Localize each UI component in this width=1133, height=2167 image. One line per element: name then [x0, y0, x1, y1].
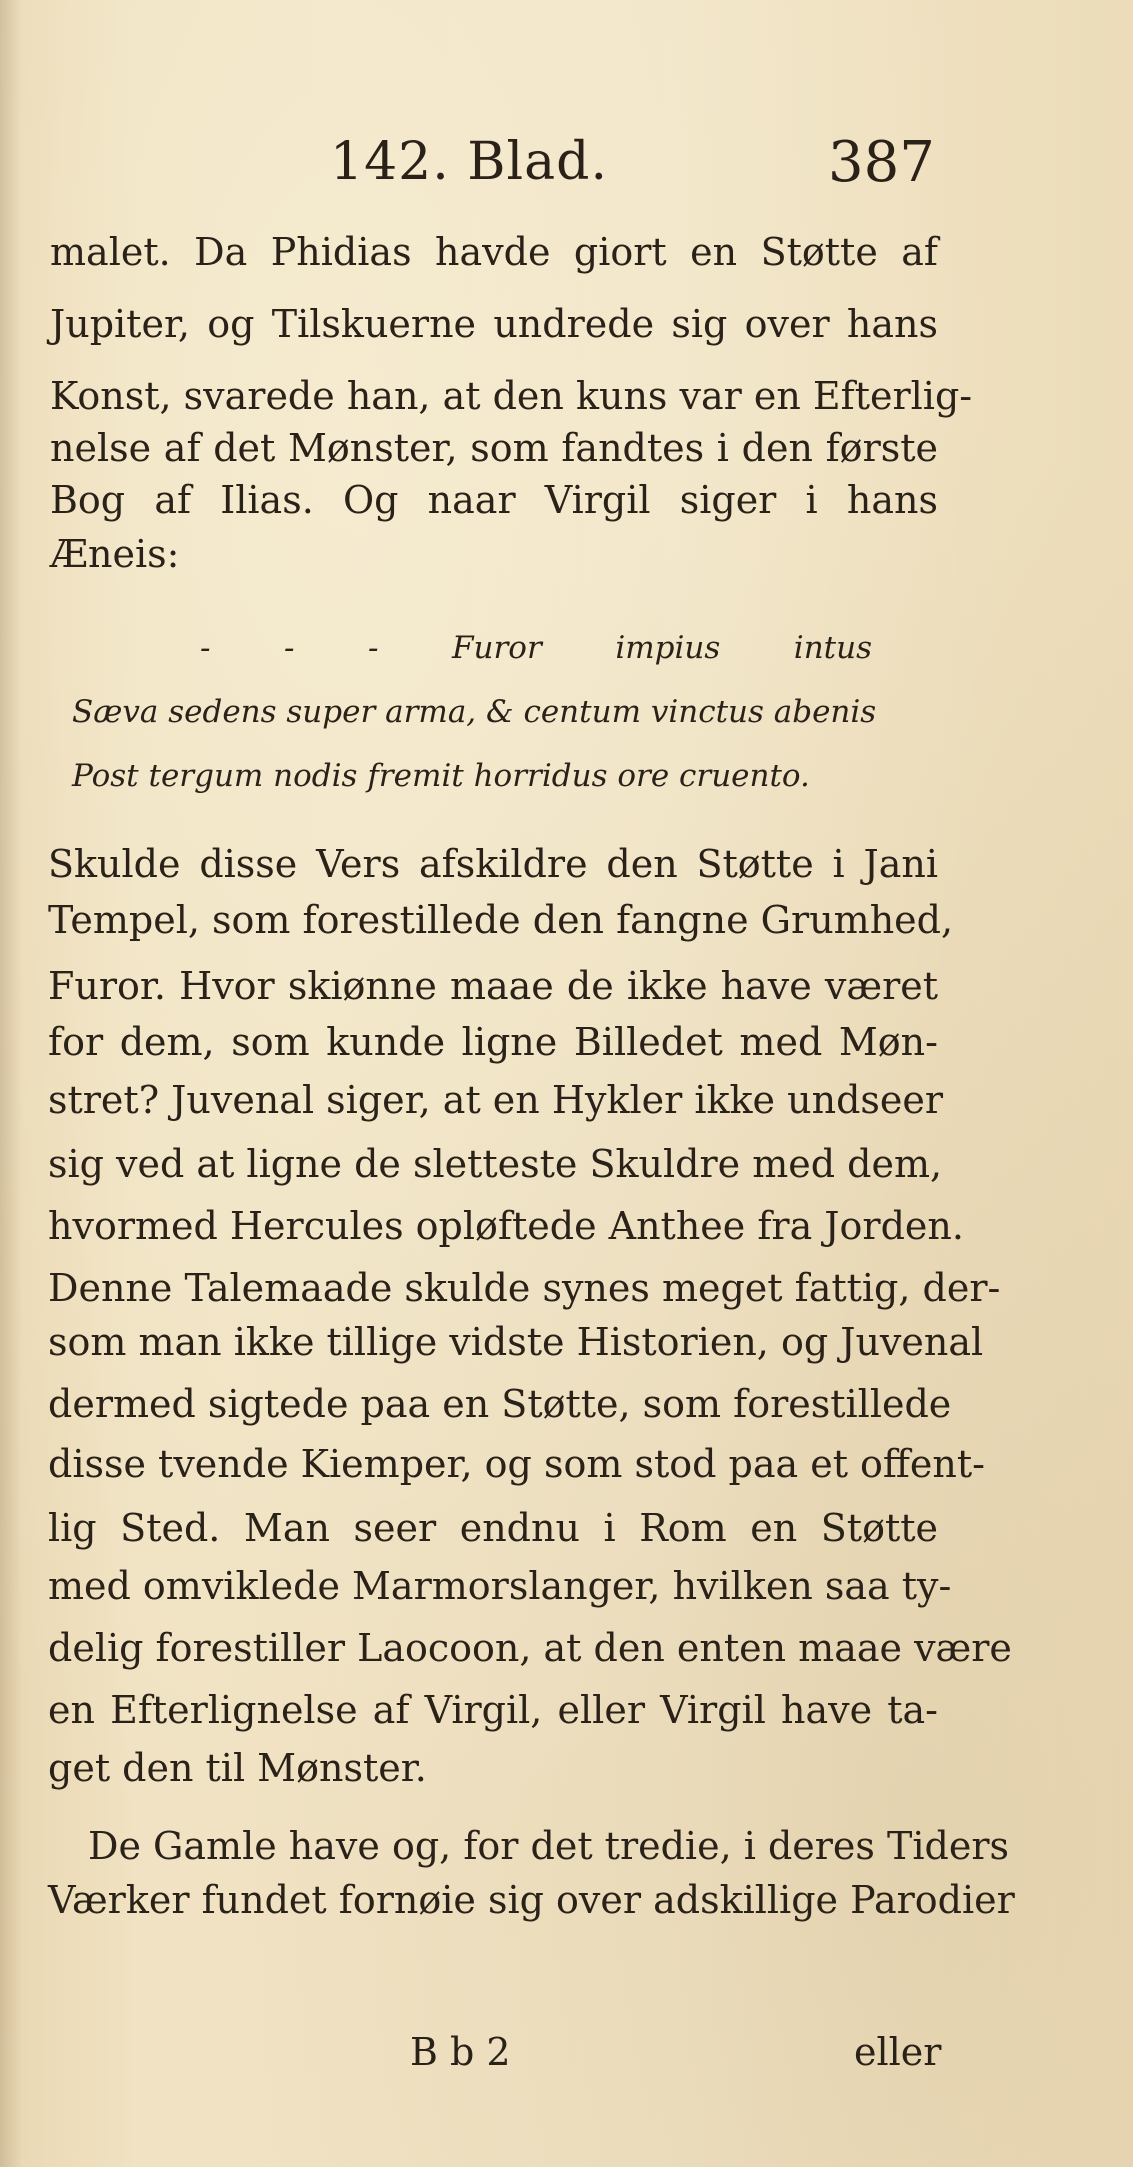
page-edge-shadow [0, 0, 22, 2167]
page-header [0, 118, 1133, 198]
text-line: Konst, svarede han, at den kuns var en Efterlig- [50, 374, 973, 418]
running-head: 142. Blad. [330, 132, 608, 192]
quote-line: - - - Furor impius intus [200, 630, 872, 666]
text-line: Furor. Hvor skiønne maae de ikke have været [48, 964, 938, 1008]
text-line: stret? Juvenal siger, at en Hykler ikke undseer [48, 1078, 944, 1122]
text-line: Denne Talemaade skulde synes meget fattig, der- [48, 1266, 1001, 1310]
text-line: sig ved at ligne de sletteste Skuldre med dem, [48, 1142, 943, 1186]
quote-line: Sæva sedens super arma, & centum vinctus abenis [72, 694, 877, 730]
text-line: disse tvende Kiemper, og som stod paa et offent- [48, 1442, 985, 1486]
text-line: lig Sted. Man seer endnu i Rom en Støtte [48, 1506, 938, 1550]
text-line: for dem, som kunde ligne Billedet med Møn- [48, 1020, 938, 1064]
text-line: hvormed Hercules opløftede Anthee fra Jorden. [48, 1204, 964, 1248]
text-line: Skulde disse Vers afskildre den Støtte i Jani [48, 842, 938, 886]
text-line: Æneis: [50, 532, 180, 576]
text-line: Værker fundet fornøie sig over adskillige Parodier [48, 1878, 1015, 1922]
text-line: malet. Da Phidias havde giort en Støtte af [50, 230, 938, 274]
text-line: Bog af Ilias. Og naar Virgil siger i hans [50, 478, 938, 522]
text-line: Tempel, som forestillede den fangne Grumhed, [48, 898, 954, 942]
text-line: en Efterlignelse af Virgil, eller Virgil have ta- [48, 1688, 938, 1732]
text-line: delig forestiller Laocoon, at den enten maae være [48, 1626, 1012, 1670]
text-line: get den til Mønster. [48, 1746, 427, 1790]
text-line: Jupiter, og Tilskuerne undrede sig over hans [50, 302, 938, 346]
text-line: dermed sigtede paa en Støtte, som forestillede [48, 1382, 952, 1426]
text-line: med omviklede Marmorslanger, hvilken saa ty- [48, 1564, 952, 1608]
catchword: eller [854, 2030, 942, 2074]
text-line: De Gamle have og, for det tredie, i deres Tiders [88, 1824, 1009, 1868]
quote-line: Post tergum nodis fremit horridus ore cruento. [72, 758, 810, 794]
text-line: som man ikke tillige vidste Historien, og Juvenal [48, 1320, 984, 1364]
page-number: 387 [828, 130, 935, 195]
text-line: nelse af det Mønster, som fandtes i den første [50, 426, 938, 470]
signature-mark: B b 2 [410, 2030, 511, 2074]
